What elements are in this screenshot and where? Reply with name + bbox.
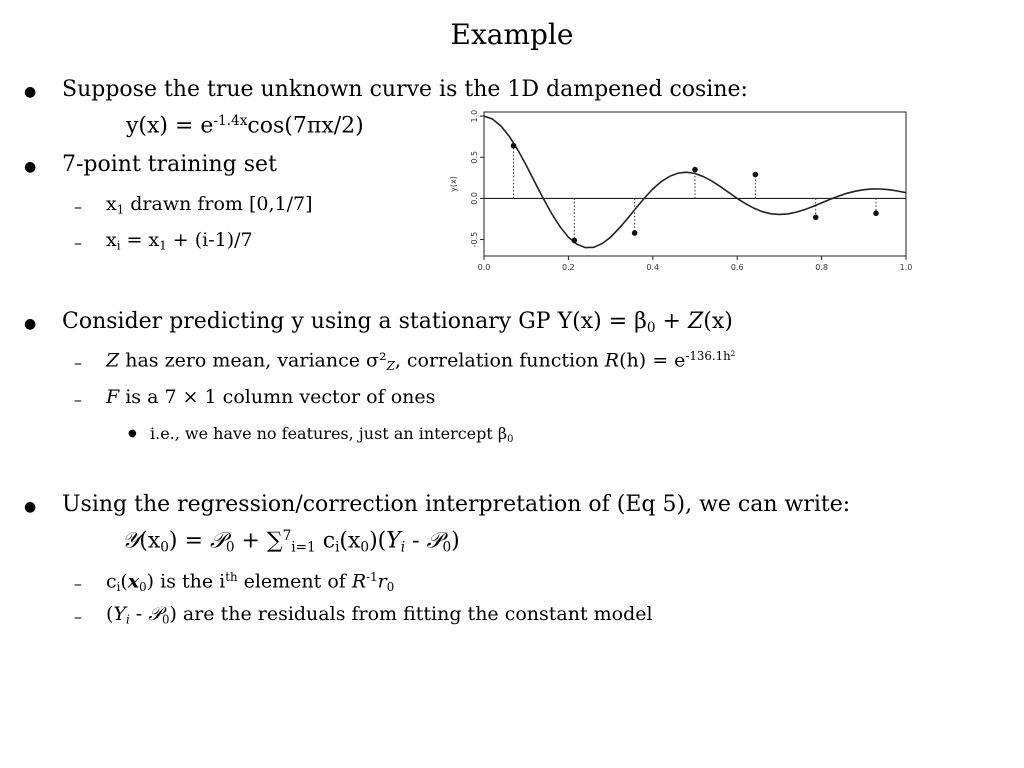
subbullet-x1-range: $x_1$ drawn from [0,1/7] (106, 193, 313, 217)
bullet-dot: ● (24, 499, 37, 515)
bullet-stationary-gp: Consider predicting y using a stationary GP $Y(x) = \beta_0 + Z(x)$ (62, 309, 733, 337)
subbullet-z-properties: Z has zero mean, variance $\sigma^2_Z$, correlation function $R(h) = e^{-136.1h^2}$ (106, 349, 736, 374)
training-point (813, 215, 819, 221)
bullet-training-set: 7-point training set (62, 152, 277, 177)
training-point (692, 167, 698, 173)
dash-marker: – (74, 233, 82, 252)
dash-marker: – (74, 197, 82, 216)
bullet-dot: ● (24, 159, 37, 175)
training-point (511, 143, 517, 149)
dash-marker: – (74, 607, 82, 626)
x-tick-label: 0.4 (646, 263, 660, 272)
training-point (632, 230, 638, 236)
bullet-dot: ● (24, 84, 37, 100)
subbullet-ci-definition: $c_i(x_0)$ is the $i^{th}$ element of $R^{-1}r_0$ (106, 570, 395, 594)
bullet-dot: ● (24, 316, 37, 332)
bullet-regression-interpretation: Using the regression/correction interpretation of (Eq 5), we can write: (62, 492, 851, 517)
true-curve-line (484, 116, 906, 248)
x-tick-label: 0.8 (815, 263, 828, 272)
x-tick-label: 0.0 (477, 263, 491, 272)
y-tick-label: 0.0 (470, 192, 479, 205)
training-point (572, 238, 578, 244)
subbullet-residuals: ($Y_i$ - 𝒫$_0$) are the residuals from fitting the constant model (106, 603, 653, 627)
dash-marker: – (74, 353, 82, 372)
y-tick-label: 1.0 (470, 109, 479, 123)
bullet-dampened-cosine: Suppose the true unknown curve is the 1D dampened cosine: (62, 77, 748, 102)
x-tick-label: 0.2 (562, 263, 575, 272)
subbullet-xi-formula: $x_i = x_1 + (i-1)/7$ (106, 229, 253, 253)
y-tick-label: 0.5 (470, 150, 479, 164)
y-tick-label: -0.5 (470, 231, 479, 248)
training-point (753, 172, 759, 178)
subbullet-f-vector: F is a 7 × 1 column vector of ones (106, 386, 436, 408)
dampened-cosine-plot (440, 106, 920, 286)
dash-marker: – (74, 390, 82, 409)
slide-title: Example (450, 18, 574, 51)
y-axis-label: y(x) (449, 176, 458, 192)
subsubbullet-intercept: i.e., we have no features, just an intercept $\beta_0$ (150, 424, 514, 445)
x-tick-label: 1.0 (899, 263, 913, 272)
x-tick-label: 0.6 (730, 263, 744, 272)
bullet-dot-small: ● (128, 428, 137, 439)
dash-marker: – (74, 574, 82, 593)
equation-predictor: $𝒴(x_0)$ = 𝒫$_0$ + ∑$^7_{i=1}$ $c_i(x_0)(Y_i$ - 𝒫$_0$) (122, 528, 460, 556)
training-point (873, 210, 879, 216)
equation-true-curve: $y(x) = e^{-1.4x}\cos(7\pi x/2)$ (126, 113, 364, 139)
